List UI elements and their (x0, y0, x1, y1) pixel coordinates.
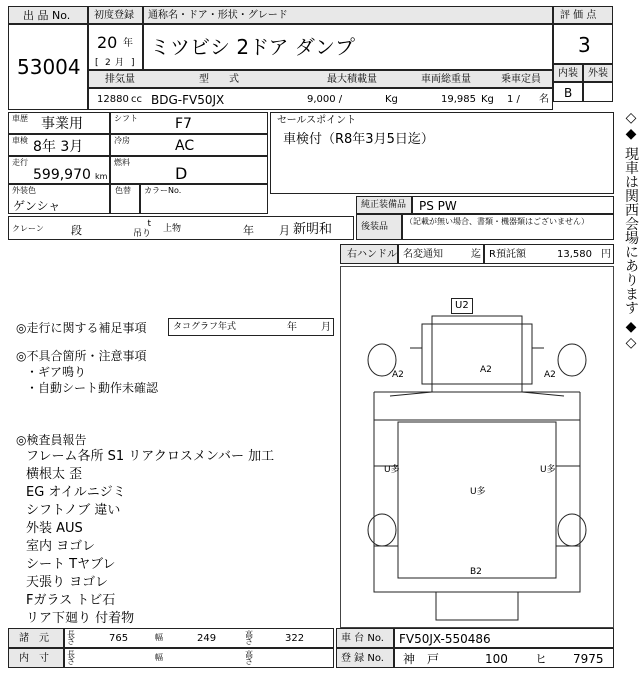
reg-month-bracket-close: ] (131, 58, 135, 68)
inspector-line: Fガラス トビ石 (26, 593, 116, 608)
mileage-cell (8, 156, 110, 184)
rhd-cell (340, 244, 398, 264)
color-code-cell (140, 184, 268, 214)
reg-label-cell (88, 6, 143, 24)
vehicle-title-cell (143, 24, 553, 70)
interior-label: 内装 (558, 68, 578, 79)
dims-label: 諸 元 (19, 633, 49, 644)
exterior-label-cell (583, 64, 613, 82)
history-value: 事業用 (41, 116, 83, 132)
model-label: 型 式 (199, 74, 239, 85)
ac-cell (110, 134, 268, 156)
height-label: 高さ (245, 630, 253, 646)
reg-year: 20 (97, 33, 118, 52)
name-label: 通称名・ドア・形状・グレード (148, 10, 288, 21)
defects-title: ◎不具合箇所・注意事項 (16, 349, 147, 363)
crane-lift (133, 219, 151, 239)
gvw-unit: Kg (481, 94, 494, 105)
mileage-label: 走行 (12, 158, 28, 167)
exterior-label: 外装 (588, 68, 608, 79)
score-cell (553, 24, 613, 64)
length-label: 長さ (67, 630, 75, 646)
dims-values-row (64, 628, 334, 648)
lot-label: 出 品 No. (23, 9, 71, 22)
spec-label-row (88, 70, 553, 88)
genuine-label-cell (356, 196, 412, 214)
history-cell (8, 112, 110, 134)
plate-value-cell (394, 648, 614, 668)
u2-label: U2 (455, 300, 469, 311)
mileage-value: 599,970 (33, 167, 91, 183)
dims-label-cell (8, 628, 64, 648)
width-value: 249 (197, 633, 217, 644)
driving-notes-title: ◎走行に関する補足事項 (16, 321, 147, 335)
plate-label-cell (336, 648, 394, 668)
vehicle-title: ミツビシ 2ドア ダンプ (150, 35, 356, 59)
body-month-unit: 月 (279, 224, 290, 237)
crane-label: クレーン (12, 224, 44, 233)
aftermarket-label: 後装品 (361, 222, 389, 232)
tachograph-label: タコグラフ年式 (173, 322, 237, 332)
fuel-cell (110, 156, 268, 184)
aftermarket-note: （記載が無い場合、書類・機器類はございません） (405, 217, 589, 226)
reg-month: 2 (105, 58, 111, 68)
genuine-value: PS PW (419, 199, 457, 213)
lot-number-cell (8, 24, 88, 110)
defect-item: ・ギア鳴り (26, 365, 87, 379)
inspection-label: 車検 (12, 136, 28, 145)
color-change-cell (110, 184, 140, 214)
recycle-label: R預託額 (489, 249, 526, 260)
score-label: 評 価 点 (560, 10, 597, 21)
inspector-line: 天張り ヨゴレ (26, 575, 109, 590)
inner-label-cell (8, 648, 64, 668)
reg-month-bracket: [ (95, 58, 99, 68)
damage-u-center: U多 (470, 487, 486, 497)
rename-cell (398, 244, 484, 264)
damage-u-left: U多 (384, 465, 400, 475)
fuel-value: D (175, 164, 188, 183)
damage-u-right: U多 (540, 465, 556, 475)
recycle-unit: 円 (601, 249, 611, 260)
genuine-value-cell (412, 196, 614, 214)
reg-date-cell (88, 24, 143, 70)
reg-label: 初度登録 (94, 10, 134, 21)
name-label-cell (143, 6, 553, 24)
spec-value-row (88, 88, 553, 110)
inspector-line: 室内 ヨゴレ (26, 539, 96, 554)
model-value: BDG-FV50JX (151, 93, 225, 107)
inspector-line: 外装 AUS (26, 521, 83, 536)
shift-value: F7 (175, 116, 192, 132)
fuel-label: 燃料 (114, 158, 130, 167)
interior-score-cell (553, 82, 583, 102)
inspection-cell (8, 134, 110, 156)
tachograph-row (168, 318, 334, 336)
damage-a2-left: A2 (392, 370, 404, 380)
displacement-label: 排気量 (105, 74, 135, 85)
plate-number: 7975 (573, 652, 604, 666)
chassis-value-cell (394, 628, 614, 648)
payload-label: 最大積載量 (327, 74, 377, 85)
shift-label: シフト (114, 114, 138, 123)
displacement-value: 12880 (97, 94, 129, 105)
color-change-label: 色替 (115, 186, 131, 195)
reg-year-unit: 年 (123, 38, 133, 49)
crane-row (8, 216, 354, 240)
damage-b2: B2 (470, 567, 482, 577)
sales-point-text: 車検付（R8年3月5日迄） (283, 132, 434, 147)
inner-values-row (64, 648, 334, 668)
body-maker: 新明和 (293, 222, 333, 237)
truck-diagram (340, 296, 614, 628)
capacity-label: 乗車定員 (501, 74, 541, 85)
damage-a2-right: A2 (544, 370, 556, 380)
chassis-number: FV50JX-550486 (399, 632, 491, 646)
length-value: 765 (109, 633, 129, 644)
plate-area: 神 戸 (403, 652, 440, 666)
color-label: 外装色 (12, 186, 36, 195)
defect-item: ・自動シート動作未確認 (26, 381, 159, 395)
gvw-value: 19,985 (441, 94, 476, 105)
inspection-value: 8年 3月 (33, 139, 84, 155)
lot-label-cell (8, 6, 88, 24)
displacement-unit: cc (131, 94, 142, 105)
ac-value: AC (175, 138, 195, 154)
crane-lift-label: 吊り (133, 229, 152, 239)
capacity-value: 1 / (507, 94, 520, 105)
inspector-line: フレーム各所 S1 リアクロスメンバー 加工 (26, 449, 275, 464)
history-label: 車歴 (12, 114, 28, 123)
recycle-value: 13,580 (557, 249, 592, 260)
height-value: 322 (285, 633, 305, 644)
shift-cell (110, 112, 268, 134)
chassis-label: 車 台 No. (341, 633, 384, 644)
sales-point-box (270, 112, 614, 194)
aftermarket-label-cell (356, 214, 402, 240)
inner-width-label: 幅 (155, 653, 163, 662)
tachograph-year: 年 (287, 322, 297, 333)
color-code-label: カラーNo. (144, 186, 182, 195)
color-cell (8, 184, 110, 214)
rename-label: 名変通知 (403, 249, 443, 260)
lot-number: 53004 (17, 55, 81, 79)
damage-a2-top: A2 (480, 365, 492, 375)
inner-label: 内 寸 (19, 653, 49, 664)
body-year-unit: 年 (243, 224, 254, 237)
capacity-unit: 名 (539, 94, 549, 105)
reg-month-unit: 月 (115, 58, 125, 68)
inspector-line: シフトノブ 違い (26, 503, 121, 518)
plate-label: 登 録 No. (341, 653, 384, 664)
plate-kana: ヒ (535, 652, 548, 666)
interior-label-cell (553, 64, 583, 82)
color-value: ゲンシャ (13, 199, 61, 213)
mileage-unit: km (95, 172, 108, 181)
inspector-line: 横根太 歪 (26, 467, 83, 482)
overall-score: 3 (578, 33, 591, 57)
crane-stage: 段 (71, 224, 82, 237)
interior-score: B (564, 86, 573, 100)
inner-length-label: 長さ (67, 650, 75, 666)
inspector-line: リア下廻り 付着物 (26, 611, 135, 626)
u2-marker (451, 298, 473, 314)
payload-value: 9,000 / (307, 94, 343, 105)
inspector-line: EG オイルニジミ (26, 485, 126, 500)
inspector-line: シート Tヤブレ (26, 557, 116, 572)
gvw-label: 車両総重量 (421, 74, 471, 85)
chassis-label-cell (336, 628, 394, 648)
width-label: 幅 (155, 633, 163, 642)
score-label-cell (553, 6, 613, 24)
inner-height-label: 高さ (245, 650, 253, 666)
inspector-title: ◎検査員報告 (16, 433, 87, 447)
sales-point-label: セールスポイント (277, 115, 357, 126)
recycle-cell (484, 244, 614, 264)
exterior-score-cell (583, 82, 613, 102)
ac-label: 冷房 (114, 136, 130, 145)
tachograph-month: 月 (321, 322, 331, 333)
deadline-label: 迄 (471, 249, 481, 260)
venue-notice: ◇◆ 現車は関西会場にあります ◆◇ (623, 110, 639, 351)
payload-unit: Kg (385, 94, 398, 105)
genuine-label: 純正装備品 (361, 200, 407, 210)
aftermarket-value-cell (402, 214, 614, 240)
lift-label: 上物 (163, 224, 182, 234)
rhd-label: 右ハンドル (347, 249, 397, 260)
plate-class: 100 (485, 652, 508, 666)
crane-lift-unit: t (147, 219, 152, 229)
